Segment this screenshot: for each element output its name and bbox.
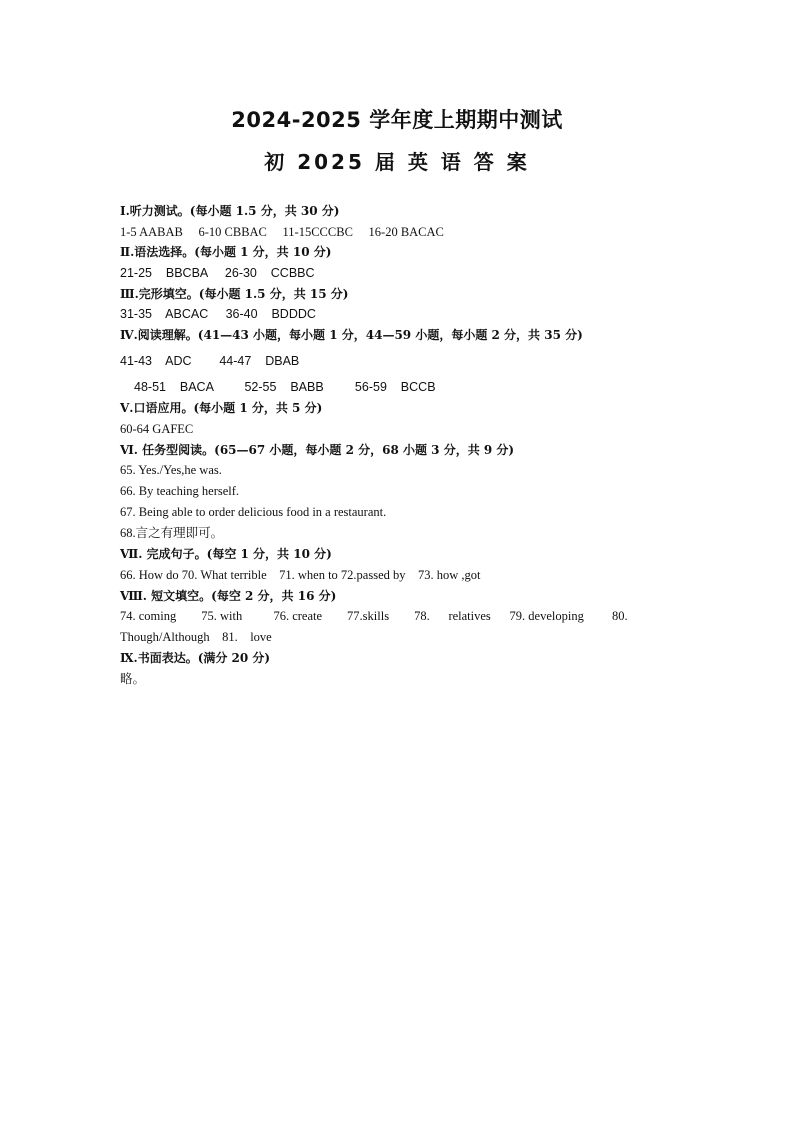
document-title: 2024-2025 学年度上期期中测试 <box>231 108 563 132</box>
section-2-answers: 21-25 BBCBA 26-30 CCBBC <box>120 266 315 280</box>
section-6-heading: Ⅵ. 任务型阅读。(65—67 小题，每小题 2 分，68 小题 3 分，共 9 分) <box>120 443 515 457</box>
section-3-answers: 31-35 ABCAC 36-40 BDDDC <box>120 307 316 321</box>
section-1-answers: 1-5 AABAB 6-10 CBBAC 11-15CCCBC 16-20 BACAC <box>120 225 444 239</box>
section-9-heading: Ⅸ.书面表达。(满分 20 分) <box>120 651 271 665</box>
section-4-answers-line-1: 41-43 ADC 44-47 DBAB <box>120 354 300 368</box>
section-5-answers: 60-64 GAFEC <box>120 422 194 436</box>
section-6-answer-65: 65. Yes./Yes,he was. <box>120 463 222 477</box>
section-1-heading: Ⅰ.听力测试。(每小题 1.5 分，共 30 分) <box>120 204 340 218</box>
section-5-heading: Ⅴ.口语应用。(每小题 1 分，共 5 分) <box>120 401 323 415</box>
section-6-answer-67: 67. Being able to order delicious food in a restaurant. <box>120 505 387 519</box>
document-subtitle: 初 2025 届 英 语 答 案 <box>264 150 530 174</box>
section-3-heading: Ⅲ.完形填空。(每小题 1.5 分，共 15 分) <box>120 287 349 301</box>
section-6-answer-68: 68.言之有理即可。 <box>120 526 224 540</box>
section-9-answers: 略。 <box>120 672 146 686</box>
section-6-answer-66: 66. By teaching herself. <box>120 484 240 498</box>
section-8-answers-line-1: 74. coming 75. with 76. create 77.skills 78. relatives 79. developing 80. <box>120 609 628 623</box>
section-8-answers-line-2: Though/Although 81. love <box>120 630 272 644</box>
section-2-heading: Ⅱ.语法选择。(每小题 1 分，共 10 分) <box>120 245 332 259</box>
section-4-answers-line-2: 48-51 BACA 52-55 BABB 56-59 BCCB <box>134 380 436 394</box>
section-8-heading: Ⅷ. 短文填空。(每空 2 分，共 16 分) <box>120 589 337 603</box>
section-4-heading: Ⅳ.阅读理解。(41—43 小题，每小题 1 分，44—59 小题，每小题 2 分，共 35 分) <box>120 328 583 342</box>
section-7-answers: 66. How do 70. What terrible 71. when to 72.passed by 73. how ,got <box>120 568 481 582</box>
section-7-heading: Ⅶ. 完成句子。(每空 1 分，共 10 分) <box>120 547 332 561</box>
